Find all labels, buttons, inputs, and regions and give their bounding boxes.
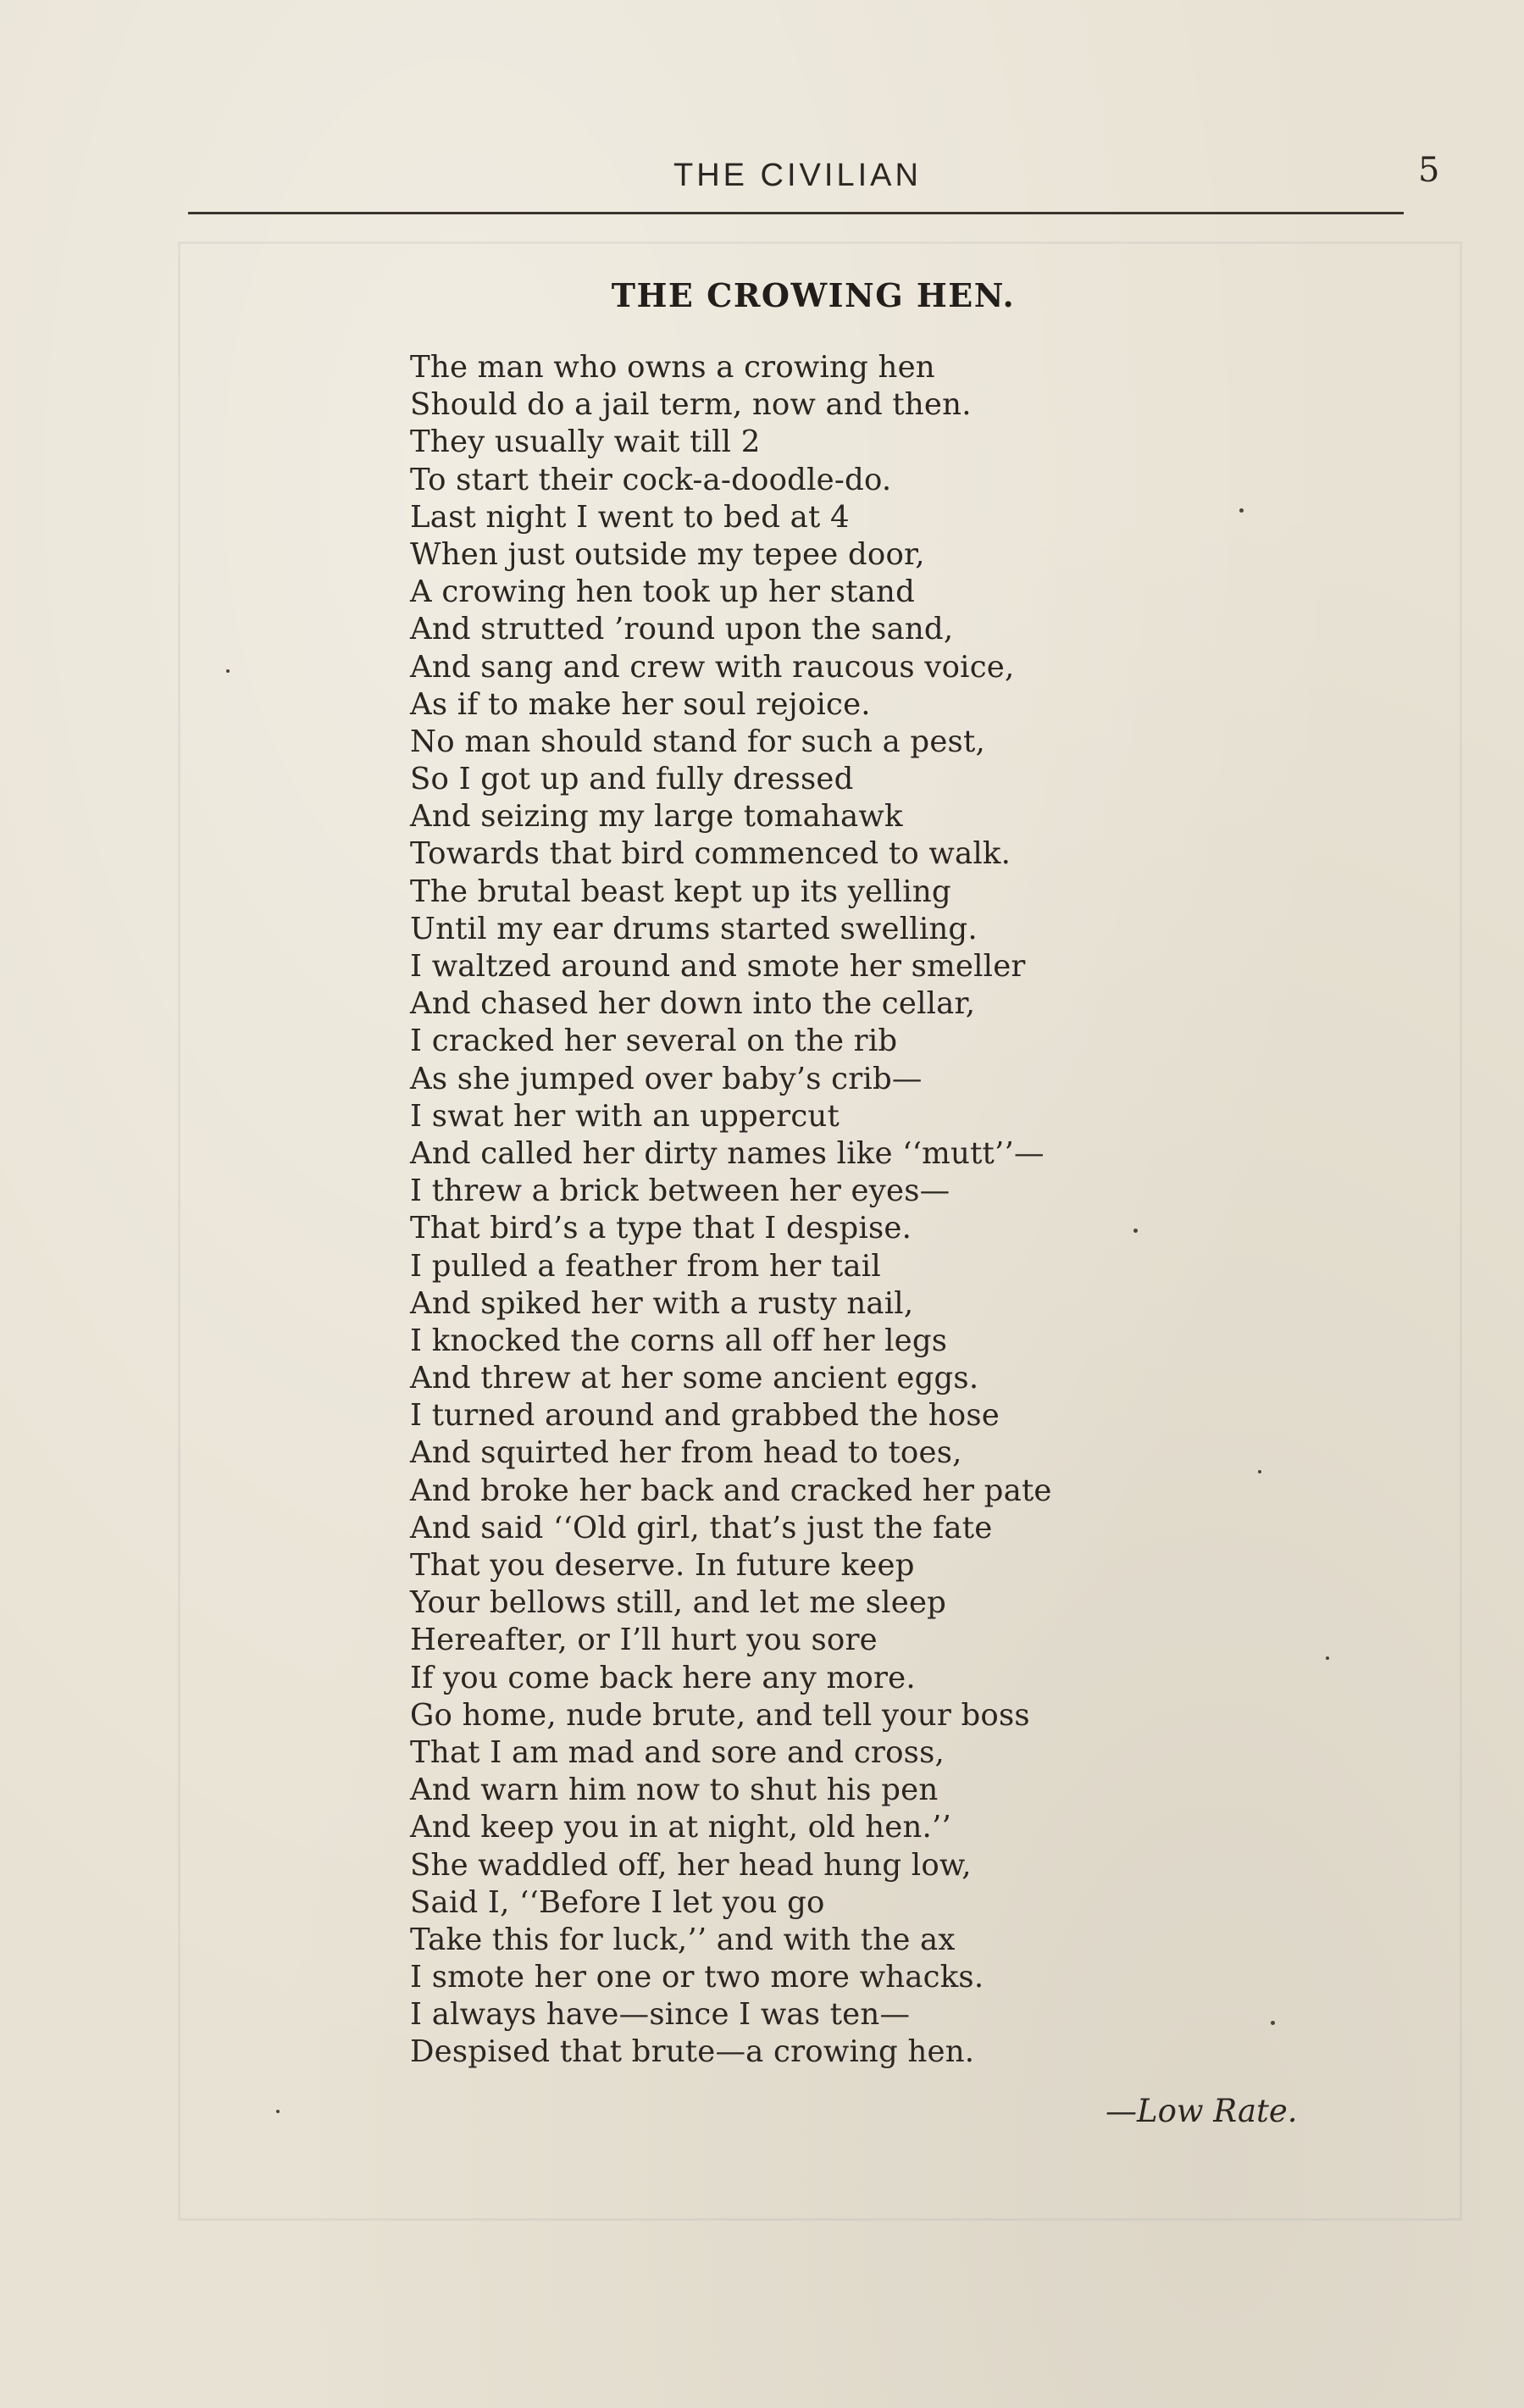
poem-line: I threw a brick between her eyes— xyxy=(410,1173,950,1209)
poem-line: And chased her down into the cellar, xyxy=(410,986,976,1022)
poem-line: And called her dirty names like ‘‘mutt’’— xyxy=(410,1135,1045,1171)
poem-line: The man who owns a crowing hen xyxy=(410,350,935,385)
poem-line: I pulled a feather from her tail xyxy=(410,1248,881,1284)
poem-body xyxy=(410,349,1052,2072)
poem-line: I waltzed around and smote her smeller xyxy=(410,949,1026,984)
poem-line: When just outside my tepee door, xyxy=(410,536,925,572)
poem-line: Despised that brute—a crowing hen. xyxy=(410,2034,975,2070)
poem-line: To start their cock-a-doodle-do. xyxy=(410,462,892,497)
poem-line: And said ‘‘Old girl, that’s just the fate xyxy=(410,1510,993,1545)
poem-line: So I got up and fully dressed xyxy=(410,762,854,797)
running-title: THE CIVILIAN xyxy=(673,158,922,193)
paper-speck xyxy=(1326,1656,1329,1660)
poem-line: That you deserve. In future keep xyxy=(410,1548,915,1583)
poem-line: Until my ear drums started swelling. xyxy=(410,911,978,946)
poem-line: And keep you in at night, old hen.’’ xyxy=(410,1810,952,1845)
paper-speck xyxy=(1258,1470,1261,1473)
poem-line: As she jumped over baby’s crib— xyxy=(410,1061,923,1096)
poem-line: And warn him now to shut his pen xyxy=(410,1773,939,1808)
paper-speck xyxy=(1133,1229,1138,1233)
poem-line: She waddled off, her head hung low, xyxy=(410,1847,972,1883)
poem-line: They usually wait till 2 xyxy=(410,424,761,460)
poem-line: A crowing hen took up her stand xyxy=(410,574,916,610)
poem-line: I turned around and grabbed the hose xyxy=(410,1398,1000,1434)
paper-speck xyxy=(226,669,230,673)
poem-line: No man should stand for such a pest, xyxy=(410,724,985,759)
poem-line: Take this for luck,’’ and with the ax xyxy=(410,1922,956,1957)
poem-line: That I am mad and sore and cross, xyxy=(410,1734,945,1770)
poem-line: I always have—since I was ten— xyxy=(410,1997,911,2033)
page-number: 5 xyxy=(1418,151,1440,190)
poem-line: The brutal beast kept up its yelling xyxy=(410,874,951,909)
poem-line: Last night I went to bed at 4 xyxy=(410,499,850,535)
poem-line: And strutted ’round upon the sand, xyxy=(410,612,954,647)
poem-line: As if to make her soul rejoice. xyxy=(410,686,871,722)
poem-line: I knocked the corns all off her legs xyxy=(410,1323,948,1358)
header-rule xyxy=(188,212,1404,214)
paper-speck xyxy=(1271,2021,1275,2025)
poem-line: And sang and crew with raucous voice, xyxy=(410,649,1015,685)
poem-line: And squirted her from head to toes, xyxy=(410,1435,962,1471)
paper-speck xyxy=(1239,508,1244,513)
poem-line: Said I, ‘‘Before I let you go xyxy=(410,1884,825,1920)
poem-line: And broke her back and cracked her pate xyxy=(410,1473,1052,1508)
poem-line: Go home, nude brute, and tell your boss xyxy=(410,1697,1030,1733)
poem-title: THE CROWING HEN. xyxy=(611,276,1016,314)
poem-line: Towards that bird commenced to walk. xyxy=(410,836,1011,872)
poem-line: Should do a jail term, now and then. xyxy=(410,387,972,423)
poem-line: I smote her one or two more whacks. xyxy=(410,1960,984,1995)
poem-line: Your bellows still, and let me sleep xyxy=(410,1585,947,1621)
poem-line: That bird’s a type that I despise. xyxy=(410,1211,912,1246)
poem-line: If you come back here any more. xyxy=(410,1660,916,1695)
poem-line: And spiked her with a rusty nail, xyxy=(410,1285,914,1321)
poem-line: And threw at her some ancient eggs. xyxy=(410,1361,979,1396)
poem-line: I swat her with an uppercut xyxy=(410,1098,840,1134)
poem-line: I cracked her several on the rib xyxy=(410,1024,898,1059)
poem-attribution: —Low Rate. xyxy=(1106,2093,1298,2129)
poem-line: Hereafter, or I’ll hurt you sore xyxy=(410,1623,878,1658)
paper-speck xyxy=(276,2110,280,2113)
poem-line: And seizing my large tomahawk xyxy=(410,799,903,835)
